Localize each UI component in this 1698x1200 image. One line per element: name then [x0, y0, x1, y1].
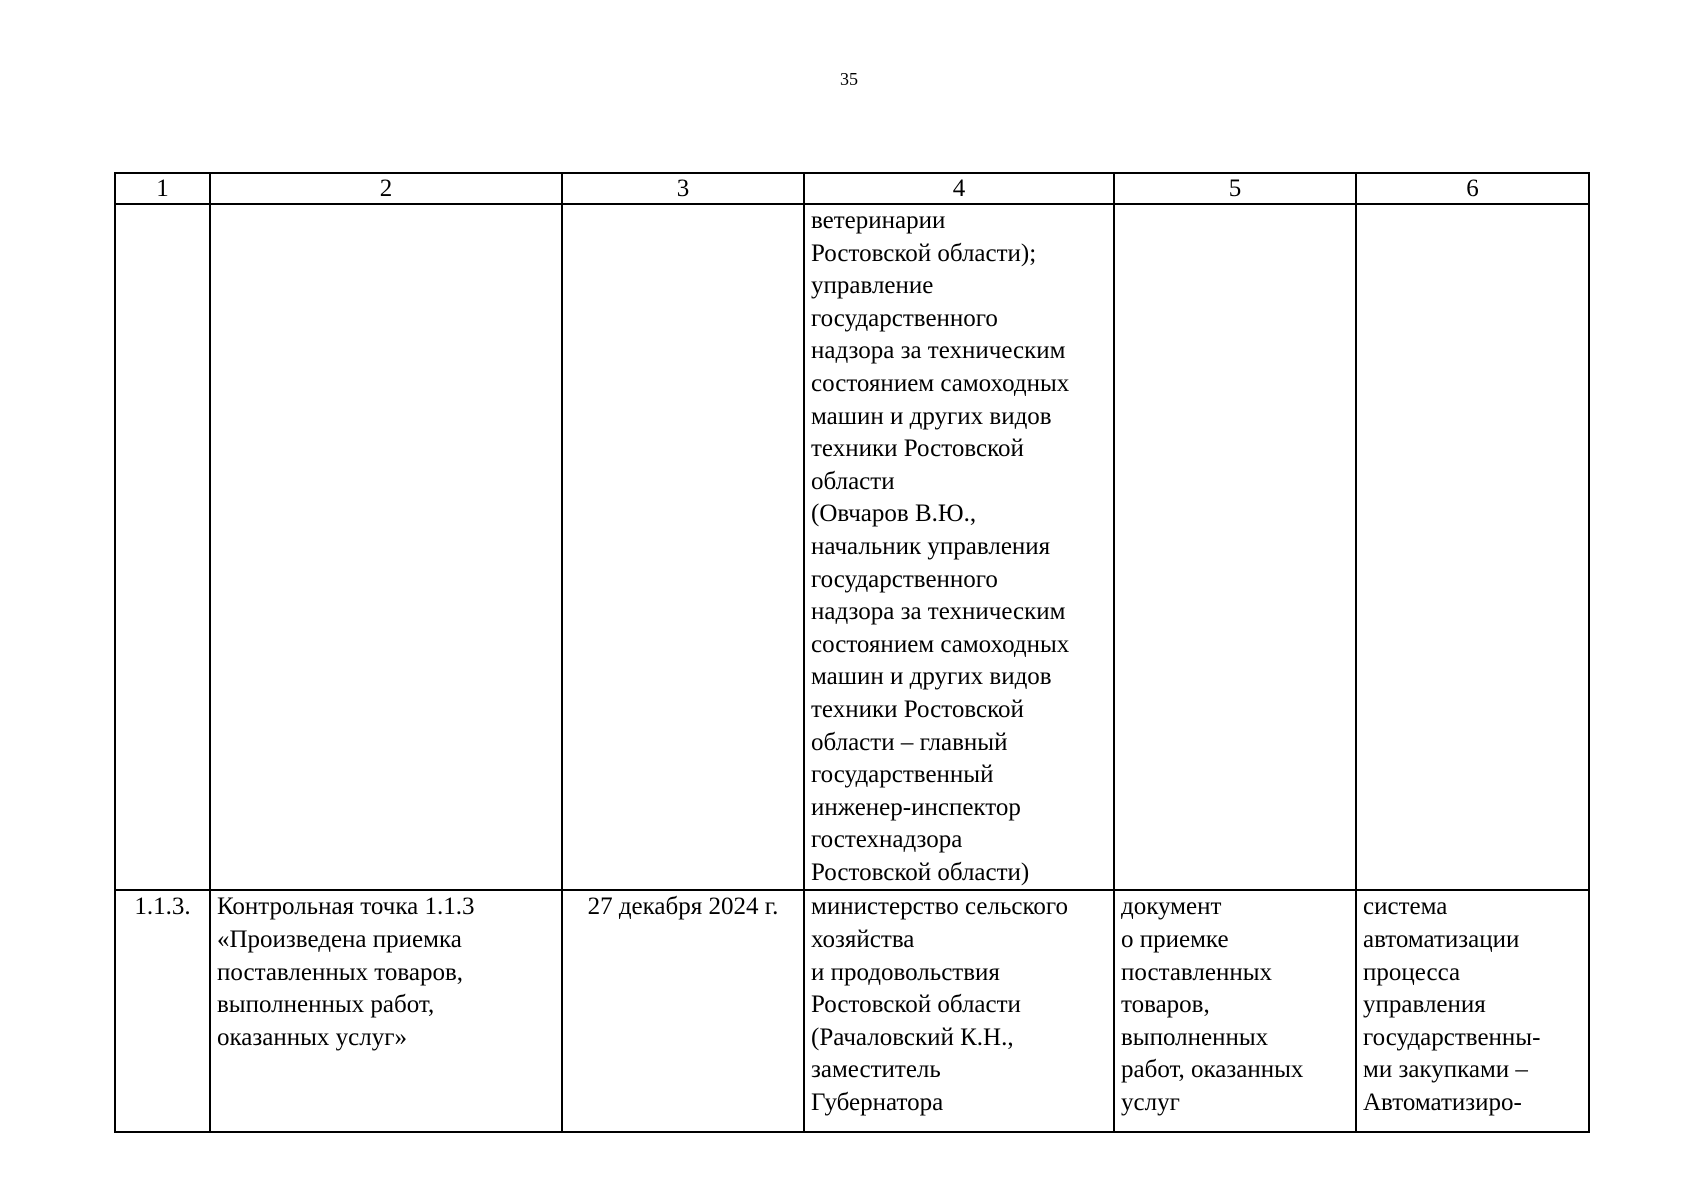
column-header: 1: [115, 173, 210, 204]
system-cell: система автоматизации процесса управления государственны- ми закупками – Автоматизиро-: [1356, 890, 1589, 1132]
responsible-cell: ветеринарии Ростовской области); управление государственного надзора за техническим состоянием самоходных машин и других видов техники Ростовской области (Овчаров В.Ю., начальник управления государственного надзора за техническим состоянием самоходных машин и других видов техники Ростовской области – главный государственный инженер-инспектор гостехнадзора Ростовской области): [804, 204, 1114, 890]
table-header-row: [115, 173, 1589, 204]
date-cell: 27 декабря 2024 г.: [562, 890, 804, 1132]
responsible-cell: министерство сельского хозяйства и продовольствия Ростовской области (Рачаловский К.Н., заместитель Губернатора: [804, 890, 1114, 1132]
date-cell: [562, 204, 804, 890]
column-header: 4: [804, 173, 1114, 204]
table-row: [115, 204, 1589, 890]
row-number-cell: [115, 204, 210, 890]
page-number: 35: [840, 69, 858, 89]
title-cell: Контрольная точка 1.1.3 «Произведена приемка поставленных товаров, выполненных работ, оказанных услуг»: [210, 890, 562, 1132]
row-number-cell: 1.1.3.: [115, 890, 210, 1132]
column-header: 2: [210, 173, 562, 204]
document-cell: [1114, 204, 1356, 890]
column-header: 6: [1356, 173, 1589, 204]
system-cell: [1356, 204, 1589, 890]
document-cell: документ о приемке поставленных товаров, выполненных работ, оказанных услуг: [1114, 890, 1356, 1132]
column-header: 5: [1114, 173, 1356, 204]
table-row: [115, 890, 1589, 1132]
column-header: 3: [562, 173, 804, 204]
plan-table: [114, 172, 1590, 1133]
title-cell: [210, 204, 562, 890]
